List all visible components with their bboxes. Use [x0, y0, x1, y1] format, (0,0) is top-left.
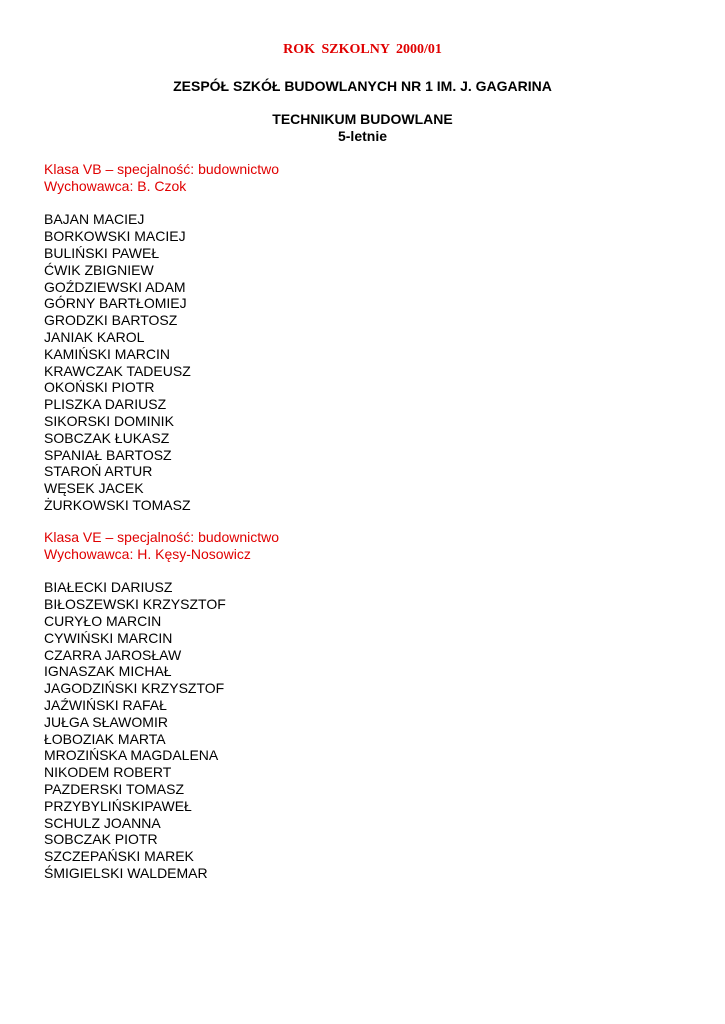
class-title: Klasa VB – specjalność: budownictwo: [44, 161, 280, 177]
student-name: GRODZKI BARTOSZ: [44, 312, 178, 329]
student-name: BIŁOSZEWSKI KRZYSZTOF: [44, 596, 226, 613]
student-name: WĘSEK JACEK: [44, 480, 144, 497]
student-name: STAROŃ ARTUR: [44, 463, 153, 480]
student-name: PAZDERSKI TOMASZ: [44, 780, 185, 797]
student-name: BULIŃSKI PAWEŁ: [44, 244, 160, 261]
student-name: SPANIAŁ BARTOSZ: [44, 446, 172, 463]
school-name: ZESPÓŁ SZKÓŁ BUDOWLANYCH NR 1 IM. J. GAGARINA: [173, 78, 552, 94]
student-name: BORKOWSKI MACIEJ: [44, 228, 186, 245]
student-name: SOBCZAK PIOTR: [44, 831, 158, 848]
student-name: SOBCZAK ŁUKASZ: [44, 429, 170, 446]
student-list: [44, 579, 279, 881]
student-list: [44, 211, 279, 513]
technikum-name: TECHNIKUM BUDOWLANE: [272, 111, 453, 127]
student-name: MROZIŃSKA MAGDALENA: [44, 747, 219, 764]
student-name: SZCZEPAŃSKI MAREK: [44, 848, 194, 865]
student-name: JAŹWIŃSKI RAFAŁ: [44, 696, 167, 713]
student-name: KRAWCZAK TADEUSZ: [44, 362, 191, 379]
student-name: IGNASZAK MICHAŁ: [44, 663, 172, 680]
school-year-title: ROK SZKOLNY 2000/01: [283, 42, 442, 57]
student-name: CURYŁO MARCIN: [44, 612, 162, 629]
technikum-duration: 5-letnie: [337, 128, 387, 144]
student-name: PLISZKA DARIUSZ: [44, 396, 167, 413]
student-name: SIKORSKI DOMINIK: [44, 412, 174, 429]
student-name: GÓRNY BARTŁOMIEJ: [44, 295, 187, 312]
class-tutor: Wychowawca: B. Czok: [44, 177, 187, 194]
student-name: CZARRA JAROSŁAW: [44, 646, 182, 663]
student-name: SCHULZ JOANNA: [44, 814, 161, 831]
student-name: ŁOBOZIAK MARTA: [44, 730, 166, 747]
student-name: ŻURKOWSKI TOMASZ: [44, 496, 191, 513]
student-name: BIAŁECKI DARIUSZ: [44, 579, 173, 596]
student-name: JAGODZIŃSKI KRZYSZTOF: [44, 680, 225, 697]
class-title: Klasa VE – specjalność: budownictwo: [44, 529, 280, 545]
student-name: PRZYBYLIŃSKIPAWEŁ: [44, 797, 192, 814]
student-name: OKOŃSKI PIOTR: [44, 379, 155, 396]
student-name: ĆWIK ZBIGNIEW: [44, 261, 154, 278]
student-name: CYWIŃSKI MARCIN: [44, 629, 173, 646]
student-name: JUŁGA SŁAWOMIR: [44, 713, 168, 730]
student-name: NIKODEM ROBERT: [44, 764, 172, 781]
student-name: ŚMIGIELSKI WALDEMAR: [44, 864, 208, 881]
class-tutor: Wychowawca: H. Kęsy-Nosowicz: [44, 545, 251, 562]
student-name: GOŹDZIEWSKI ADAM: [44, 278, 186, 295]
student-name: KAMIŃSKI MARCIN: [44, 345, 171, 362]
student-name: JANIAK KAROL: [44, 328, 145, 345]
student-name: BAJAN MACIEJ: [44, 211, 145, 228]
class-section-vb: [44, 161, 279, 514]
class-section-ve: [44, 529, 279, 882]
technikum-heading: [0, 111, 725, 145]
